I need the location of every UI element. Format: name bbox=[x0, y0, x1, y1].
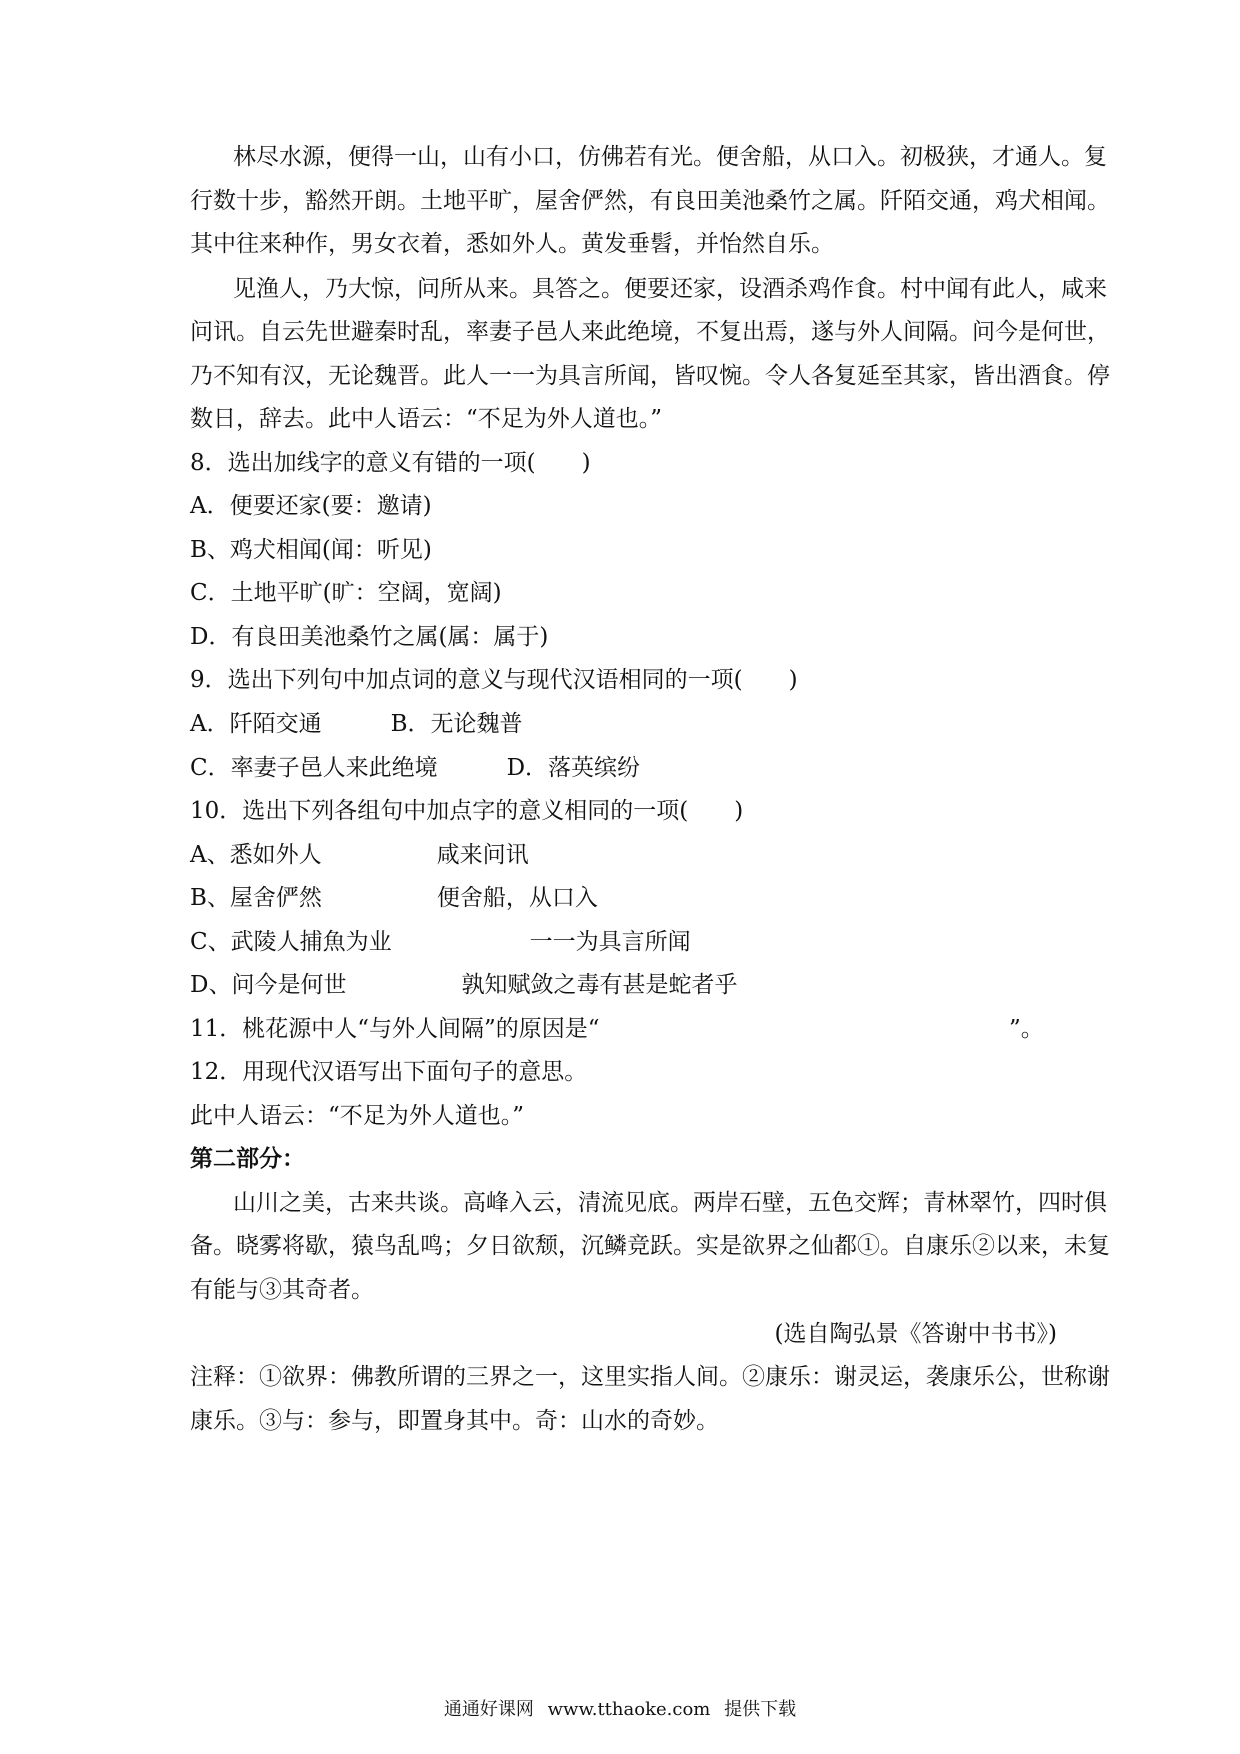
question-9-stem: 9．选出下列句中加点词的意义与现代汉语相同的一项( ) bbox=[190, 667, 798, 693]
paragraph-2-line-2: 问讯。自云先世避秦时乱，率妻子邑人来此绝境，不复出焉，遂与外人间隔。问今是何世， bbox=[190, 319, 1110, 345]
question-9-options-cd: C．率妻子邑人来此绝境 D．落英缤纷 bbox=[190, 755, 641, 781]
paragraph-1-line-3: 其中往来种作，男女衣着，悉如外人。黄发垂髫，并怡然自乐。 bbox=[190, 231, 834, 257]
footer-url[interactable]: www.tthaoke.com bbox=[547, 1699, 711, 1720]
question-8-option-c: C．土地平旷(旷：空阔，宽阔) bbox=[190, 580, 502, 606]
question-8-option-d: D．有良田美池桑竹之属(属：属于) bbox=[190, 624, 549, 650]
part-two-source: (选自陶弘景《答谢中书书》) bbox=[774, 1321, 1057, 1347]
question-10-option-b: B、屋舍俨然 便舍船，从口入 bbox=[190, 885, 598, 911]
paragraph-2-line-1: 见渔人，乃大惊，问所从来。具答之。便要还家，设酒杀鸡作食。村中闻有此人，咸来 bbox=[233, 276, 1107, 302]
question-10-option-d: D、问今是何世 孰知赋敛之毒有甚是蛇者乎 bbox=[190, 972, 738, 998]
question-8-stem: 8．选出加线字的意义有错的一项( ) bbox=[190, 450, 591, 476]
paragraph-2-line-4: 数日，辞去。此中人语云：“不足为外人道也。” bbox=[190, 406, 663, 432]
question-12-stem: 12．用现代汉语写出下面句子的意思。 bbox=[190, 1059, 588, 1085]
question-10-option-c: C、武陵人捕魚为业 一一为具言所闻 bbox=[190, 929, 691, 955]
footer-note: 提供下载 bbox=[724, 1699, 797, 1720]
paragraph-2-line-3: 乃不知有汉，无论魏晋。此人一一为具言所闻，皆叹惋。令人各复延至其家，皆出酒食。停 bbox=[190, 363, 1110, 389]
page-footer bbox=[0, 1698, 1240, 1722]
question-8-option-b: B、鸡犬相闻(闻：听见) bbox=[190, 537, 432, 563]
question-8-option-a: A．便要还家(要：邀请) bbox=[190, 493, 432, 519]
paragraph-1-line-2: 行数十步，豁然开朗。土地平旷，屋舍俨然，有良田美池桑竹之属。阡陌交通，鸡犬相闻。 bbox=[190, 188, 1110, 214]
question-12-sentence: 此中人语云：“不足为外人道也。” bbox=[190, 1103, 525, 1129]
footer-site-name: 通通好课网 bbox=[443, 1699, 534, 1720]
question-10-option-a: A、悉如外人 咸来问讯 bbox=[190, 842, 529, 868]
part-two-heading: 第二部分： bbox=[190, 1145, 305, 1172]
paragraph-1-line-1: 林尽水源，便得一山，山有小口，仿佛若有光。便舍船，从口入。初极狭，才通人。复 bbox=[233, 144, 1107, 170]
question-9-options-ab: A．阡陌交通 B．无论魏普 bbox=[190, 711, 523, 737]
part-two-line-2: 备。晓雾将歇，猿鸟乱鸣；夕日欲颓，沉鳞竞跃。实是欲界之仙都①。自康乐②以来，未复 bbox=[190, 1233, 1110, 1259]
part-two-line-1: 山川之美，古来共谈。高峰入云，清流见底。两岸石壁，五色交辉；青林翠竹，四时俱 bbox=[233, 1190, 1107, 1216]
question-10-stem: 10．选出下列各组句中加点字的意义相同的一项( ) bbox=[190, 798, 744, 824]
part-two-notes-line-2: 康乐。③与：参与，即置身其中。奇：山水的奇妙。 bbox=[190, 1408, 719, 1434]
part-two-line-3: 有能与③其奇者。 bbox=[190, 1277, 374, 1303]
part-two-notes-line-1: 注释：①欲界：佛教所谓的三界之一，这里实指人间。②康乐：谢灵运，袭康乐公，世称谢 bbox=[190, 1364, 1110, 1390]
question-11: 11．桃花源中人“与外人间隔”的原因是“ ”。 bbox=[190, 1016, 1044, 1042]
